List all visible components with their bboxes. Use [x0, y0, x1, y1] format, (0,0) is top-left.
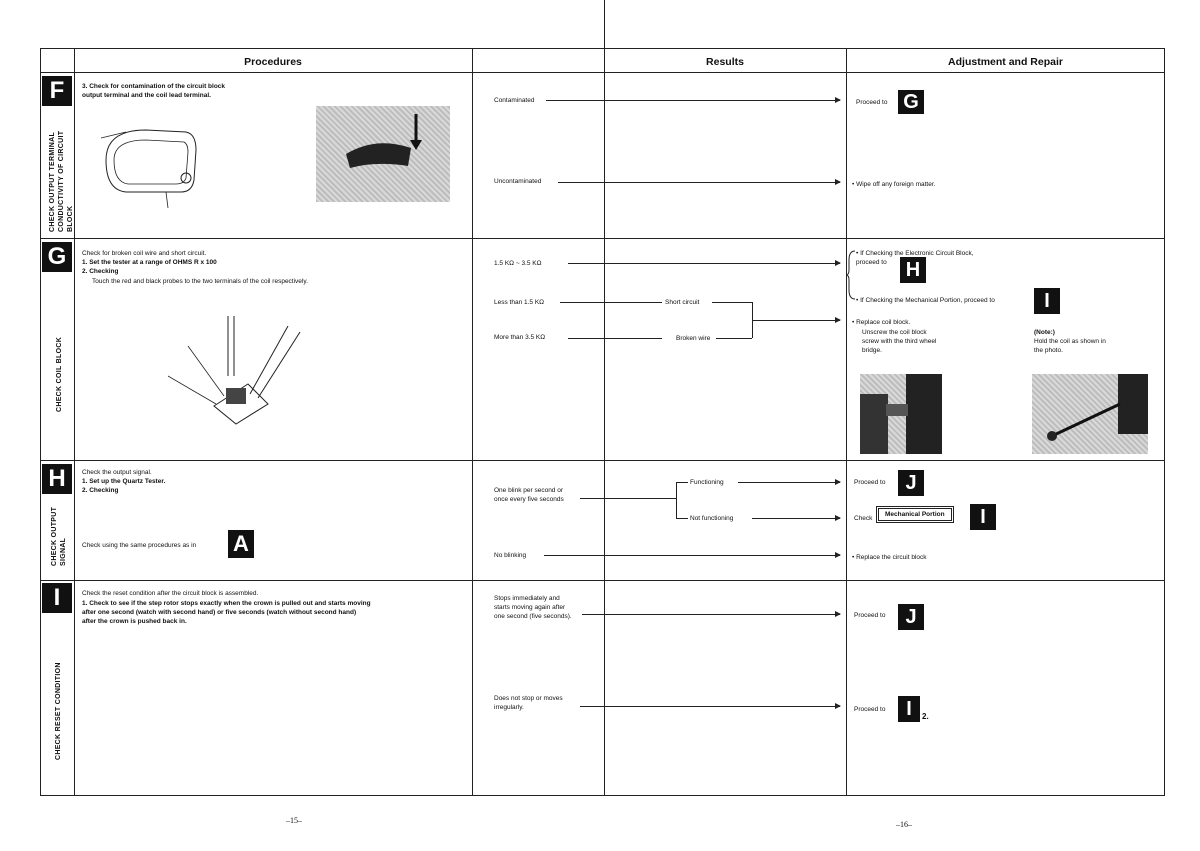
g-result-more: More than 3.5 KΩ — [494, 334, 546, 341]
g-mid-broken: Broken wire — [676, 335, 711, 342]
h-step2: 2. Checking — [82, 487, 119, 494]
g-adj-replace: • Replace coil block. — [852, 319, 911, 326]
h-mid-functioning: Functioning — [690, 479, 724, 486]
section-title-i: CHECK RESET CONDITION — [55, 662, 62, 760]
g-step1: 1. Set the tester at a range of OHMS R x 100 — [82, 259, 217, 266]
h-adj-badge-i: I — [970, 504, 996, 530]
section-title-f: CHECK OUTPUT TERMINAL CONDUCTIVITY OF CIRCUIT BLOCK — [49, 130, 74, 232]
g-adj-replace-text: Unscrew the coil block screw with the third wheel bridge. — [862, 329, 937, 354]
h-same: Check using the same procedures as in — [82, 542, 197, 549]
section-letter-f: F — [42, 76, 72, 106]
g-step2-text: Touch the red and black probes to the two terminals of the coil respectively. — [92, 278, 308, 285]
h-line-blink — [580, 498, 676, 499]
row-divider-fg — [40, 238, 1165, 239]
section-letter-h: H — [42, 464, 72, 494]
i-result-stops: Stops immediately and starts moving again after one second (five seconds). — [494, 595, 572, 620]
page-number-right: –16– — [896, 820, 912, 829]
h-arrow-noblink — [544, 555, 840, 556]
i-adj-badge-j: J — [898, 604, 924, 630]
section-title-g: CHECK COIL BLOCK — [56, 336, 63, 412]
g-result-less: Less than 1.5 KΩ — [494, 299, 545, 306]
f-circuit-block-drawing — [96, 120, 216, 210]
g-coil-photo-1-content — [860, 374, 942, 454]
f-adj-badge-g: G — [898, 90, 924, 114]
h-split-line — [676, 482, 677, 518]
h-result-noblink: No blinking — [494, 552, 527, 559]
f-procedure-text: 3. Check for contamination of the circuit block output terminal and the coil lead terminal. — [82, 83, 226, 99]
section-letter-i: I — [42, 583, 72, 613]
g-adj-badge-i: I — [1034, 288, 1060, 314]
header-divider — [40, 72, 1165, 73]
g-line-short — [712, 302, 752, 303]
i-adj-badge-i: I — [898, 696, 920, 722]
g-arrow-replace — [752, 320, 840, 321]
g-intro: Check for broken coil wire and short circuit. — [82, 250, 207, 257]
f-result-uncontaminated: Uncontaminated — [494, 178, 542, 185]
h-line-func — [676, 482, 688, 483]
f-arrow-contaminated — [546, 100, 840, 101]
h-intro: Check the output signal. — [82, 469, 152, 476]
g-adj-electronic: • If Checking the Electronic Circuit Block, proceed to — [856, 250, 974, 266]
g-probe-drawing — [168, 316, 318, 428]
h-adj-mechanical-box: Mechanical Portion — [878, 508, 952, 521]
h-adj-proceed: Proceed to — [854, 479, 886, 486]
g-result-normal: 1.5 KΩ ~ 3.5 KΩ — [494, 260, 542, 267]
g-note-title: (Note:) — [1034, 329, 1055, 336]
i-intro: Check the reset condition after the circuit block is assembled. — [82, 590, 259, 597]
i-adj-proceed-2: Proceed to — [854, 706, 886, 713]
col-divider-procedures — [472, 48, 473, 796]
f-result-contaminated: Contaminated — [494, 97, 535, 104]
h-line-notfunc — [676, 518, 688, 519]
page-gutter-line — [604, 0, 605, 796]
section-title-h: CHECK OUTPUT SIGNAL — [51, 506, 67, 566]
header-results: Results — [706, 56, 744, 68]
section-letter-g: G — [42, 242, 72, 272]
g-arrow-normal — [568, 263, 840, 264]
g-line-more — [568, 338, 662, 339]
h-mid-notfunctioning: Not functioning — [690, 515, 734, 522]
f-coil-photo-content — [316, 106, 450, 202]
i-arrow-irregular — [580, 706, 840, 707]
header-procedures: Procedures — [244, 56, 302, 68]
g-adj-mechanical: • If Checking the Mechanical Portion, proceed to — [856, 297, 995, 304]
g-coil-photo-1 — [860, 374, 942, 454]
h-adj-replace: • Replace the circuit block — [852, 554, 927, 561]
i-arrow-stops — [582, 614, 840, 615]
i-adj-proceed-1: Proceed to — [854, 612, 886, 619]
g-brace — [846, 250, 856, 300]
g-coil-photo-2 — [1032, 374, 1148, 454]
g-adj-badge-h: H — [900, 257, 926, 283]
f-adj-proceed: Proceed to — [856, 99, 888, 106]
header-adjustment: Adjustment and Repair — [948, 56, 1063, 68]
h-badge-a: A — [228, 530, 254, 558]
row-divider-hi — [40, 580, 1165, 581]
g-line-less — [560, 302, 662, 303]
g-coil-photo-2-content — [1032, 374, 1148, 454]
f-adj-wipe: • Wipe off any foreign matter. — [852, 181, 936, 188]
h-arrow-functioning — [738, 482, 840, 483]
i-result-irregular: Does not stop or moves irregularly. — [494, 695, 563, 711]
i-step1: 1. Check to see if the step rotor stops exactly when the crown is pulled out and starts moving after one second (watch with second hand) or five seconds (watch without second hand) after the crown is pushed back in. — [82, 600, 371, 625]
h-step1: 1. Set up the Quartz Tester. — [82, 478, 166, 485]
row-divider-gh — [40, 460, 1165, 461]
h-adj-badge-j: J — [898, 470, 924, 496]
g-note-text: Hold the coil as shown in the photo. — [1034, 338, 1106, 354]
page-number-left: –15– — [286, 816, 302, 825]
g-mid-short: Short circuit — [665, 299, 700, 306]
col-divider-results — [846, 48, 847, 796]
i-adj-suffix: 2. — [922, 712, 929, 721]
h-result-blink: One blink per second or once every five seconds — [494, 487, 564, 503]
g-line-broken — [716, 338, 752, 339]
f-arrow-uncontaminated — [558, 182, 840, 183]
h-adj-check: Check — [854, 515, 873, 522]
h-arrow-notfunctioning — [752, 518, 840, 519]
g-step2: 2. Checking — [82, 268, 119, 275]
f-coil-photo — [316, 106, 450, 202]
